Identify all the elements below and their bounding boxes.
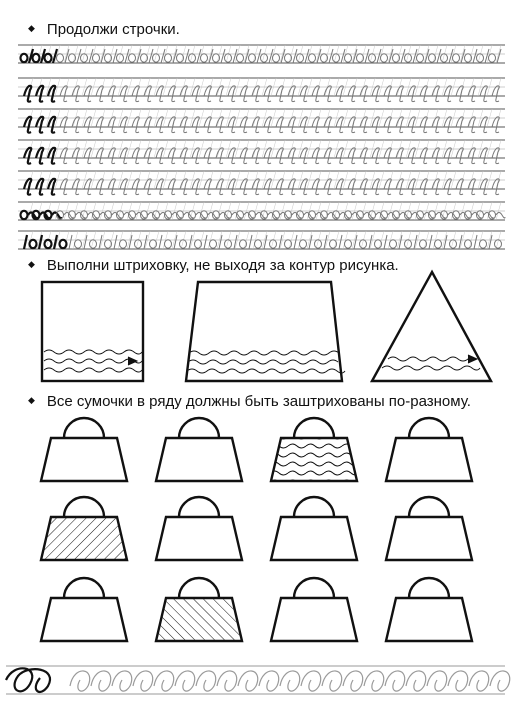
instruction-text: Выполни штриховку, не выходя за контур рисунка. bbox=[46, 257, 399, 274]
bag-0-2 bbox=[271, 418, 357, 481]
bag-0-1 bbox=[156, 418, 242, 481]
bag-1-3 bbox=[386, 497, 472, 560]
bag-2-3 bbox=[386, 578, 472, 641]
handwriting-row bbox=[24, 86, 499, 102]
instruction-text: Продолжи строчки. bbox=[46, 21, 180, 38]
bag-1-0 bbox=[41, 497, 127, 560]
bags-grid bbox=[41, 418, 472, 641]
bottom-loops bbox=[6, 666, 505, 694]
handwriting-row bbox=[21, 49, 502, 63]
bag-2-1 bbox=[156, 578, 242, 641]
bag-0-0 bbox=[41, 418, 127, 481]
bag-1-1 bbox=[156, 497, 242, 560]
shape-triangle bbox=[372, 272, 491, 381]
bag-2-2 bbox=[271, 578, 357, 641]
bag-2-0 bbox=[41, 578, 127, 641]
bag-0-3 bbox=[386, 418, 472, 481]
handwriting-row bbox=[24, 117, 499, 133]
bag-1-2 bbox=[271, 497, 357, 560]
bullet-icon: ◆ bbox=[28, 23, 35, 34]
handwriting-row bbox=[24, 179, 499, 195]
instruction-text: Все сумочки в ряду должны быть заштрихованы по-разному. bbox=[46, 393, 471, 410]
shape-trapezoid bbox=[186, 282, 345, 381]
shape-square bbox=[42, 282, 143, 381]
bullet-icon: ◆ bbox=[28, 395, 35, 406]
bullet-icon: ◆ bbox=[28, 259, 35, 270]
bottom-loops-guide bbox=[70, 671, 510, 691]
handwriting-row bbox=[24, 148, 499, 164]
